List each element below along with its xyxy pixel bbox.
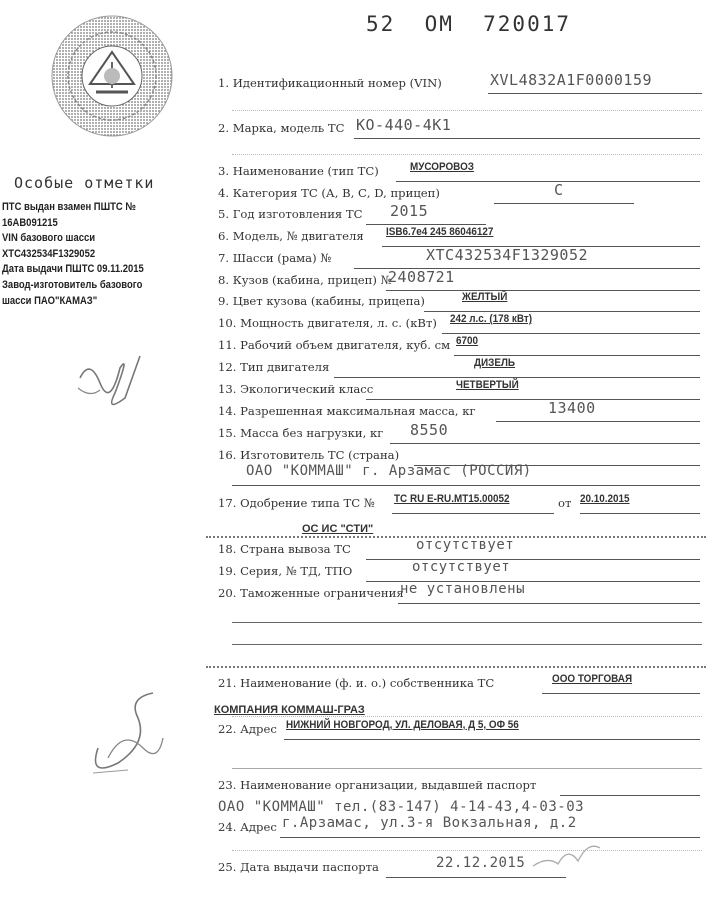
field-value: 20.10.2015: [580, 493, 630, 505]
signature-mark: [78, 688, 168, 788]
field-type-approval: [218, 493, 630, 518]
field-label: 5. Год изготовления ТС: [218, 207, 363, 221]
field-label: 21. Наименование (ф. и. о.) собственника ТС: [218, 676, 495, 690]
special-note-line: ПТС выдан взамен ПШТС №: [2, 201, 136, 213]
field-label: 2. Марка, модель ТС: [218, 121, 345, 135]
field-value: отсутствует: [412, 559, 511, 575]
field-engine: [218, 226, 494, 251]
field-value: ЧЕТВЕРТЫЙ: [456, 379, 519, 391]
field-label: 24. Адрес: [218, 820, 277, 834]
field-value: ТС RU E-RU.МТ15.00052: [394, 493, 510, 505]
field-label: 16. Изготовитель ТС (страна): [218, 448, 400, 462]
field-value: 2408721: [388, 268, 455, 286]
field-label: 13. Экологический класс: [218, 382, 374, 396]
field-value: ЖЕЛТЫЙ: [462, 291, 508, 303]
field-label: 18. Страна вывоза ТС: [218, 542, 351, 556]
field-value: XTC432534F1329052: [426, 246, 589, 264]
field-value: КО-440-4К1: [356, 116, 452, 134]
special-note-line: Завод-изготовитель базового: [2, 278, 143, 291]
field-label: 12. Тип двигателя: [218, 360, 330, 374]
field-value: отсутствует: [416, 537, 515, 553]
field-value: С: [554, 181, 564, 199]
field-label: 4. Категория ТС (А, В, С, D, прицеп): [218, 186, 440, 200]
field-vin: [218, 71, 653, 98]
field-label: 17. Одобрение типа ТС №: [218, 496, 375, 510]
field-unladen-mass: [218, 421, 449, 448]
field-vehicle-type: [218, 161, 474, 186]
field-label: 15. Масса без нагрузки, кг: [218, 426, 384, 440]
field-chassis: [218, 246, 589, 273]
field-displacement: [218, 335, 479, 360]
field-value: г.Арзамас, ул.3-я Вокзальная, д.2: [282, 815, 577, 831]
field-label: от: [558, 496, 572, 510]
field-issue-date: [218, 855, 526, 882]
field-value: ДИЗЕЛЬ: [474, 357, 516, 369]
field-issuer-address: [218, 815, 577, 842]
field-color: [218, 291, 508, 316]
field-body: [218, 268, 455, 295]
field-label: 7. Шасси (рама) №: [218, 251, 332, 265]
field-value: не установлены: [400, 581, 526, 597]
field-value: 6700: [456, 335, 479, 347]
field-value: 8550: [410, 421, 449, 439]
special-notes-title: Особые отметки: [14, 174, 155, 192]
field-engine-type: [218, 357, 516, 382]
field-customs-restrictions: [218, 581, 526, 608]
field-value: 2015: [390, 202, 429, 220]
field-value: ОАО "КОММАШ" тел.(83-147) 4-14-43,4-03-03: [218, 799, 585, 815]
field-value: КОМПАНИЯ КОММАШ-ГРАЗ: [214, 704, 365, 716]
field-label: 6. Модель, № двигателя: [218, 229, 364, 243]
field-label: 25. Дата выдачи паспорта: [218, 860, 379, 874]
field-value: 13400: [548, 399, 596, 417]
special-notes-text: [2, 200, 171, 309]
field-label: 3. Наименование (тип ТС): [218, 164, 379, 178]
passport-serial-number: 52 ОМ 720017: [366, 12, 572, 36]
field-value: ISB6.7e4 245 86046127: [386, 226, 494, 238]
field-value: 22.12.2015: [436, 855, 526, 871]
field-value: ОАО "КОММАШ" г. Арзамас (РОССИЯ): [246, 463, 532, 479]
field-label: 23. Наименование организации, выдавшей паспорт: [218, 778, 537, 792]
field-owner-address: [218, 719, 519, 744]
field-eco-class: [218, 379, 519, 404]
field-label: 8. Кузов (кабина, прицеп) №: [218, 273, 392, 287]
field-label: 14. Разрешенная максимальная масса, кг: [218, 404, 476, 418]
field-label: 10. Мощность двигателя, л. с. (кВт): [218, 316, 437, 330]
field-label: 9. Цвет кузова (кабины, прицепа): [218, 294, 425, 308]
field-owner: [218, 673, 633, 698]
field-label: 19. Серия, № ТД, ТПО: [218, 564, 353, 578]
field-power: [218, 313, 533, 338]
field-export-country: [218, 537, 515, 564]
field-label: 11. Рабочий объем двигателя, куб. см: [218, 338, 451, 352]
special-note-line: VIN базового шасси: [2, 232, 96, 245]
field-value: МУСОРОВОЗ: [410, 161, 474, 173]
special-note-line: Дата выдачи ПШТС 09.11.2015: [2, 263, 144, 276]
field-label: 20. Таможенные ограничения: [218, 586, 404, 600]
field-year: [218, 202, 429, 229]
field-label: 22. Адрес: [218, 722, 277, 736]
special-note-line: шасси ПАО"КАМАЗ": [2, 294, 98, 307]
signature-mark: [70, 348, 150, 418]
field-value: XVL4832A1F0000159: [490, 71, 653, 89]
official-seal-stamp: [50, 14, 174, 138]
field-customs-doc: [218, 559, 511, 586]
special-note-line: 16АВ091215: [2, 216, 58, 229]
field-label: 1. Идентификационный номер (VIN): [218, 76, 442, 90]
field-value: 242 л.с. (178 кВт): [450, 313, 533, 325]
field-make-model: [218, 116, 452, 143]
field-value: НИЖНИЙ НОВГОРОД, УЛ. ДЕЛОВАЯ, Д 5, ОФ 56: [286, 719, 519, 731]
special-note-line: ХТС432534F1329052: [2, 247, 96, 260]
field-value: ООО ТОРГОВАЯ: [552, 673, 633, 685]
field-value: ОС ИС "СТИ": [302, 523, 374, 535]
